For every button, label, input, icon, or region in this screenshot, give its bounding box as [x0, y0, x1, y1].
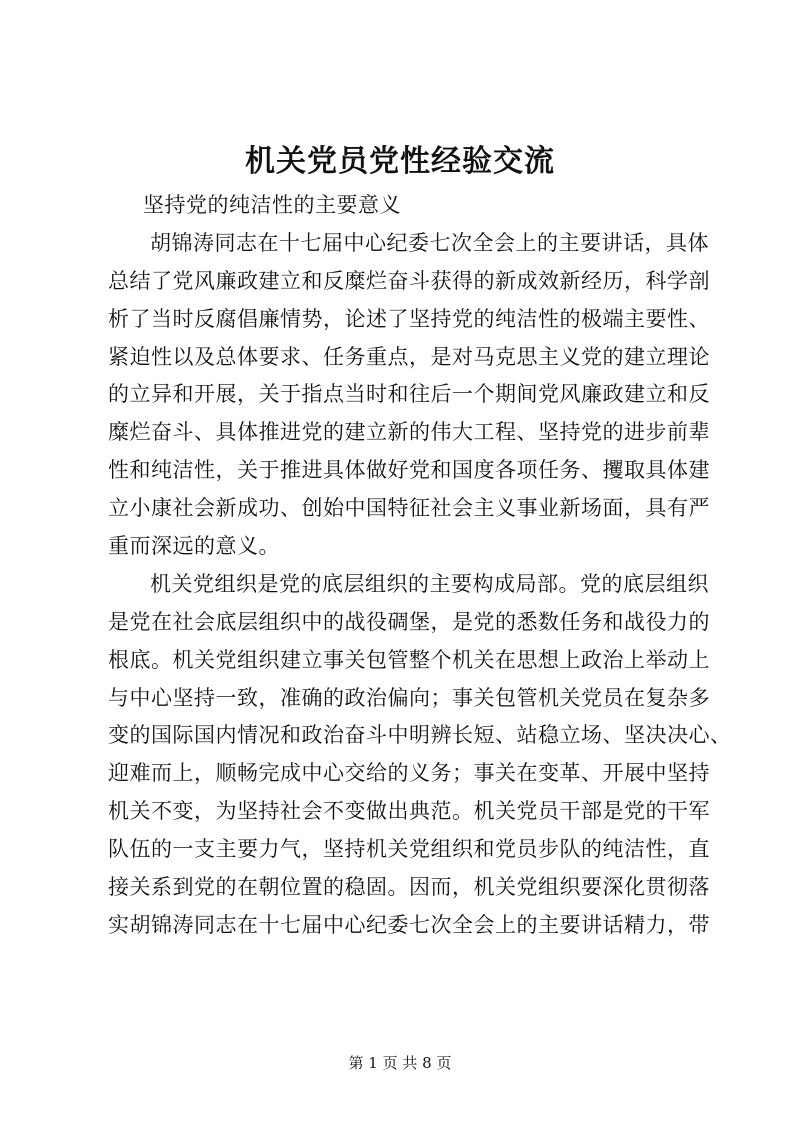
paragraph-line: 糜烂奋斗、具体推进党的建立新的伟大工程、坚持党的进步前辈 [108, 420, 710, 445]
paragraph-line: 根底。机关党组织建立事关包管整个机关在思想上政治上举动上 [108, 647, 710, 672]
paragraph-line: 实胡锦涛同志在十七届中心纪委七次全会上的主要讲话精力，带 [108, 912, 710, 937]
paragraph-line: 的立异和开展，关于指点当时和往后一个期间党风廉政建立和反 [108, 382, 710, 407]
paragraph-line: 总结了党风廉政建立和反糜烂奋斗获得的新成效新经历，科学剖 [108, 268, 710, 293]
paragraph-line: 性和纯洁性，关于推进具体做好党和国度各项任务、攫取具体建 [108, 458, 710, 483]
page-title: 机关党员党性经验交流 [245, 144, 555, 179]
paragraph-line: 析了当时反腐倡廉情势，论述了坚持党的纯洁性的极端主要性、 [108, 306, 710, 331]
paragraph-line: 机关不变，为坚持社会不变做出典范。机关党员干部是党的干军 [108, 799, 710, 824]
paragraph-line: 与中心坚持一致，准确的政治偏向；事关包管机关党员在复杂多 [108, 685, 710, 710]
paragraph-line: 迎难而上，顺畅完成中心交给的义务；事关在变革、开展中坚持 [108, 761, 710, 786]
paragraph-line: 紧迫性以及总体要求、任务重点，是对马克思主义党的建立理论 [108, 344, 710, 369]
paragraph-line: 机关党组织是党的底层组织的主要构成局部。党的底层组织 [150, 571, 709, 596]
paragraph-line: 重而深远的意义。 [108, 534, 280, 559]
page-number-footer: 第 1 页 共 8 页 [348, 1054, 452, 1072]
section-heading: 坚持党的纯洁性的主要意义 [143, 193, 401, 217]
paragraph-line: 胡锦涛同志在十七届中心纪委七次全会上的主要讲话，具体 [150, 230, 709, 255]
paragraph-line: 变的国际国内情况和政治奋斗中明辨长短、站稳立场、坚决决心、 [108, 723, 732, 748]
paragraph-line: 队伍的一支主要力气，坚持机关党组织和党员步队的纯洁性，直 [108, 837, 710, 862]
paragraph-line: 立小康社会新成功、创始中国特征社会主义事业新场面，具有严 [108, 496, 710, 521]
paragraph-line: 是党在社会底层组织中的战役碉堡，是党的悉数任务和战役力的 [108, 609, 710, 634]
paragraph-line: 接关系到党的在朝位置的稳固。因而，机关党组织要深化贯彻落 [108, 875, 710, 900]
document-body [108, 187, 732, 945]
